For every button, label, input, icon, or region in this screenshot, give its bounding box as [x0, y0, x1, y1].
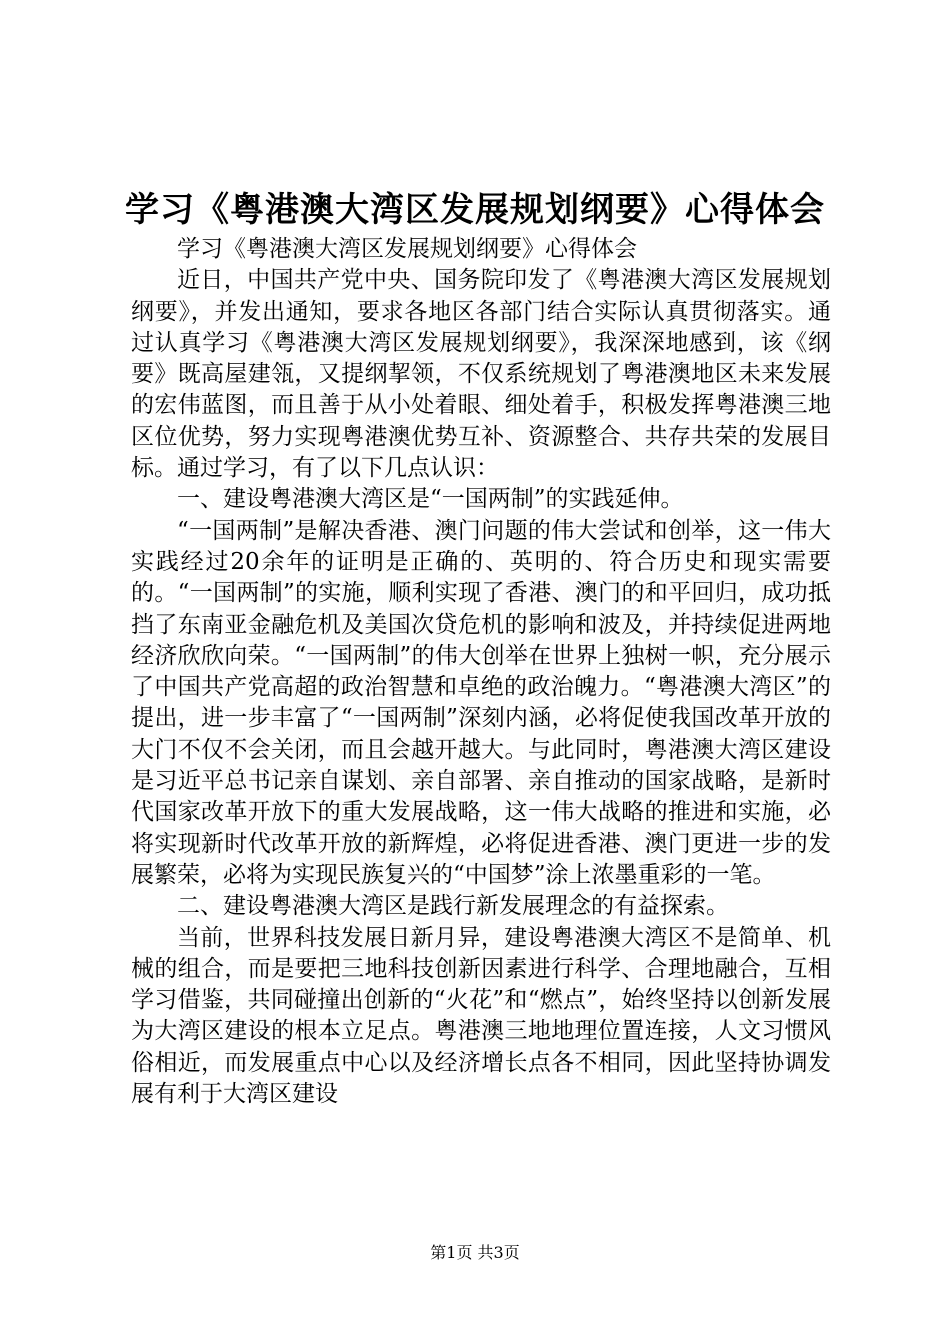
paragraph-section-2: 当前，世界科技发展日新月异，建设粤港澳大湾区不是简单、机械的组合，而是要把三地科技创新因素进行科学、合理地融合，互相学习借鉴，共同碰撞出创新的“火花”和“燃点”，始终坚持以创新发展为大湾区建设的根本立足点。粤港澳三地地理位置连接，人文习惯风俗相近，而发展重点中心以及经济增长点各不相同，因此坚持协调发展有利于大湾区建设: [131, 924, 831, 1108]
document-body: [131, 234, 831, 1110]
document-title: 学习《粤港澳大湾区发展规划纲要》心得体会: [125, 190, 825, 230]
section-heading-2: 二、建设粤港澳大湾区是践行新发展理念的有益探索。: [177, 893, 729, 920]
paragraph-intro: 近日，中国共产党中央、国务院印发了《粤港澳大湾区发展规划纲要》，并发出通知，要求各地区各部门结合实际认真贯彻落实。通过认真学习《粤港澳大湾区发展规划纲要》，我深深地感到，该《纲要》既高屋建瓴，又提纲挈领，不仅系统规划了粤港澳地区未来发展的宏伟蓝图，而且善于从小处着眼、细处着手，积极发挥粤港澳三地区位优势，努力实现粤港澳优势互补、资源整合、共存共荣的发展目标。通过学习，有了以下几点认识：: [131, 267, 831, 482]
section-heading-1: 一、建设粤港澳大湾区是“一国两制”的实践延伸。: [177, 486, 684, 513]
paragraph-section-1: “一国两制”是解决香港、澳门问题的伟大尝试和创举，这一伟大实践经过20余年的证明是正确的、英明的、符合历史和现实需要的。“一国两制”的实施，顺利实现了香港、澳门的和平回归，成功抵挡了东南亚金融危机及美国次贷危机的影响和波及，并持续促进两地经济欣欣向荣。“一国两制”的伟大创举在世界上独树一帜，充分展示了中国共产党高超的政治智慧和卓绝的政治魄力。“粤港澳大湾区”的提出，进一步丰富了“一国两制”深刻内涵，必将促使我国改革开放的大门不仅不会关闭，而且会越开越大。与此同时，粤港澳大湾区建设是习近平总书记亲自谋划、亲自部署、亲自推动的国家战略，是新时代国家改革开放下的重大发展战略，这一伟大战略的推进和实施，必将实现新时代改革开放的新辉煌，必将促进香港、澳门更进一步的发展繁荣，必将为实现民族复兴的“中国梦”涂上浓墨重彩的一笔。: [131, 517, 831, 888]
paragraph-subtitle: 学习《粤港澳大湾区发展规划纲要》心得体会: [177, 236, 637, 262]
page-footer: 第1页 共3页: [430, 1243, 520, 1262]
